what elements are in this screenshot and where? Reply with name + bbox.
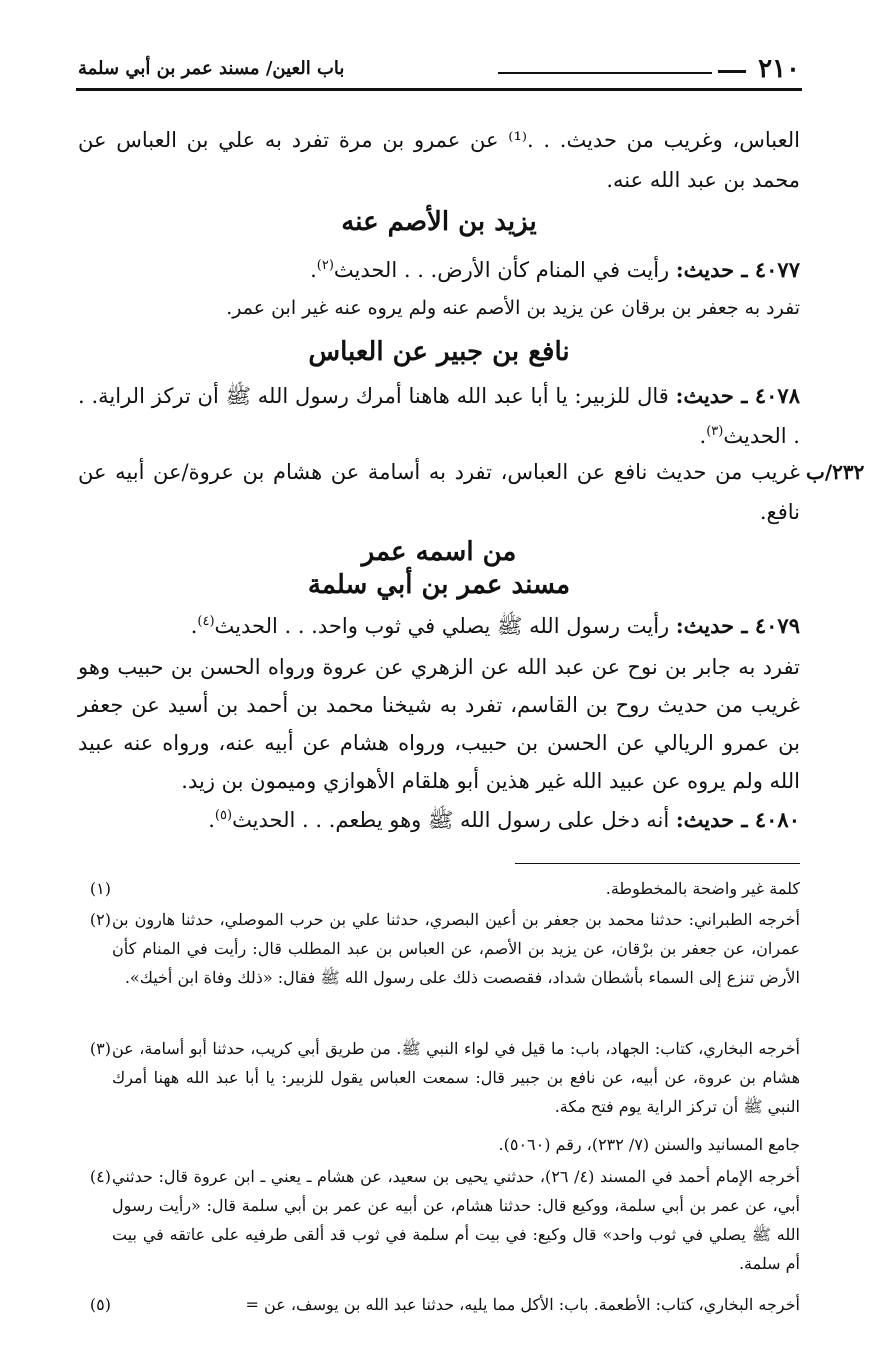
footnote-3-text: أخرجه البخاري، كتاب: الجهاد، باب: ما قيل في لواء النبي ﷺ. من طريق أبي كريب، حدثنا أبو أسامة، عن هشام بن عروة، عن أبيه، عن نافع بن جبير قال: سمعت العباس يقول للزبير: يا أبا عبد الله ههنا أمرك النبي ﷺ أن تركز الراية يوم فتح مكة.	[112, 1039, 801, 1116]
hadith-text: أنه دخل على رسول الله ﷺ وهو يطعم. . . الحديث	[232, 808, 670, 832]
paragraph-4077-note: تفرد به جعفر بن برقان عن يزيد بن الأصم عنه ولم يروه عنه غير ابن عمر.	[226, 297, 800, 319]
hadith-4080: ٤٠٨٠ ـ حديث: أنه دخل على رسول الله ﷺ وهو يطعم. . . الحديث$^{(٥)}$.	[208, 807, 800, 832]
footnote-3-extra: جامع المسانيد والسنن (٧/ ٢٣٢)، رقم (٥٠٦٠).	[498, 1135, 800, 1154]
hadith-number: ٤٠٧٨ ـ حديث:	[675, 383, 800, 408]
footnote-label: (٢)	[89, 910, 111, 929]
footnote-separator	[515, 863, 800, 864]
hadith-text: رأيت رسول الله ﷺ يصلي في ثوب واحد. . . الحديث	[214, 614, 670, 638]
hadith-number: ٤٠٧٩ ـ حديث:	[675, 613, 800, 638]
hadith-text: قال للزبير: يا أبا عبد الله هاهنا أمرك رسول الله ﷺ أن تركز الراية. . . الحديث	[78, 384, 800, 448]
hadith-4079: ٤٠٧٩ ـ حديث: رأيت رسول الله ﷺ يصلي في ثوب واحد. . . الحديث$^{(٤)}$.	[190, 613, 800, 638]
header-dash	[718, 70, 746, 73]
paragraph-4078-note: غريب من حديث نافع عن العباس، تفرد به أسامة عن هشام بن عروة/عن أبيه عن نافع.	[78, 460, 800, 524]
page-number: ٢١٠	[758, 54, 800, 84]
header-rule	[76, 88, 802, 91]
footnote-ref: (٣)	[706, 424, 724, 439]
paragraph-continuation: العباس، وغريب من حديث. . .⁽¹⁾ عن عمرو بن مرة تفرد به علي بن العباس عن محمد بن عبد الله عنه.	[78, 128, 800, 192]
footnote-4-text: أخرجه الإمام أحمد في المسند (٤/ ٢٦)، حدثني يحيى بن سعيد، عن هشام ـ يعني ـ ابن عروة قال: حدثني أبي، عن عمر بن أبي سلمة، ووكيع قال: حدثنا هشام، عن أبيه عن عمر بن أبي سلمة قال: «رأيت رسول الله ﷺ يصلي في ثوب واحد» قال وكيع: في بيت أم سلمة في ثوب قد ألقى طرفيه على عاتقه في بيت أم سلمة.	[112, 1167, 801, 1273]
footnote-label: (٥)	[89, 1295, 111, 1314]
running-title: باب العين/ مسند عمر بن أبي سلمة	[78, 58, 345, 79]
hadith-number: ٤٠٨٠ ـ حديث:	[675, 807, 800, 832]
section-heading-yazid: يزيد بن الأصم عنه	[341, 207, 537, 237]
hadith-number: ٤٠٧٧ ـ حديث:	[675, 257, 800, 282]
section-heading-nafi: نافع بن جبير عن العباس	[308, 337, 570, 367]
footnote-1-text: كلمة غير واضحة بالمخطوطة.	[605, 879, 800, 898]
footnote-ref: (٢)	[316, 258, 334, 273]
manuscript-folio-note: ٢٣٢/ب	[806, 460, 865, 484]
footnote-ref: (٤)	[197, 614, 215, 629]
footnote-label: (٤)	[89, 1167, 111, 1186]
hadith-4077: ٤٠٧٧ ـ حديث: رأيت في المنام كأن الأرض. . . الحديث$^{(٢)}$.	[310, 257, 800, 282]
footnote-label: (١)	[89, 879, 111, 898]
footnote-label: (٣)	[89, 1039, 111, 1058]
footnote-2-text: أخرجه الطبراني: حدثنا محمد بن جعفر بن أعين البصري، حدثنا علي بن حرب الموصلي، حدثنا هارون بن عمران، عن جعفر بن برْقان، عن يزيد بن الأصم، عن العباس بن عبد المطلب قال: رأيت في المنام كأن الأرض تنزع إلى السماء بأشطان شداد، فقصصت ذلك على رسول الله ﷺ فقال: «ذلك وفاة ابن أخيك».	[112, 910, 800, 987]
chapter-heading: من اسمه عمر	[361, 537, 517, 567]
footnote-ref: (٥)	[214, 808, 233, 823]
musnad-heading: مسند عمر بن أبي سلمة	[307, 570, 571, 600]
header-line	[498, 72, 712, 74]
footnote-5-text: أخرجه البخاري، كتاب: الأطعمة. باب: الأكل مما يليه، حدثنا عبد الله بن يوسف، عن =	[245, 1295, 800, 1314]
hadith-4078: ٤٠٧٨ ـ حديث: قال للزبير: يا أبا عبد الله هاهنا أمرك رسول الله ﷺ أن تركز الراية. . . الحديث$^{(٣)}$.	[78, 383, 800, 448]
paragraph-4079-note: تفرد به جابر بن نوح عن عبد الله عن الزهري عن عروة ورواه الحسن بن حبيب وهو غريب من حديث روح بن القاسم، تفرد به شيخنا محمد بن أحمد بن أسيد عن جعفر بن عمرو الريالي عن الحسن بن حبيب، ورواه هشام عن أبيه عنه، ورواه عنه عبيد الله ولم يروه عن عبيد الله غير هذين أبو هلقام الأهوازي وميمون بن زيد.	[78, 655, 800, 793]
hadith-text: رأيت في المنام كأن الأرض. . . الحديث	[333, 258, 670, 282]
running-header	[78, 54, 800, 84]
